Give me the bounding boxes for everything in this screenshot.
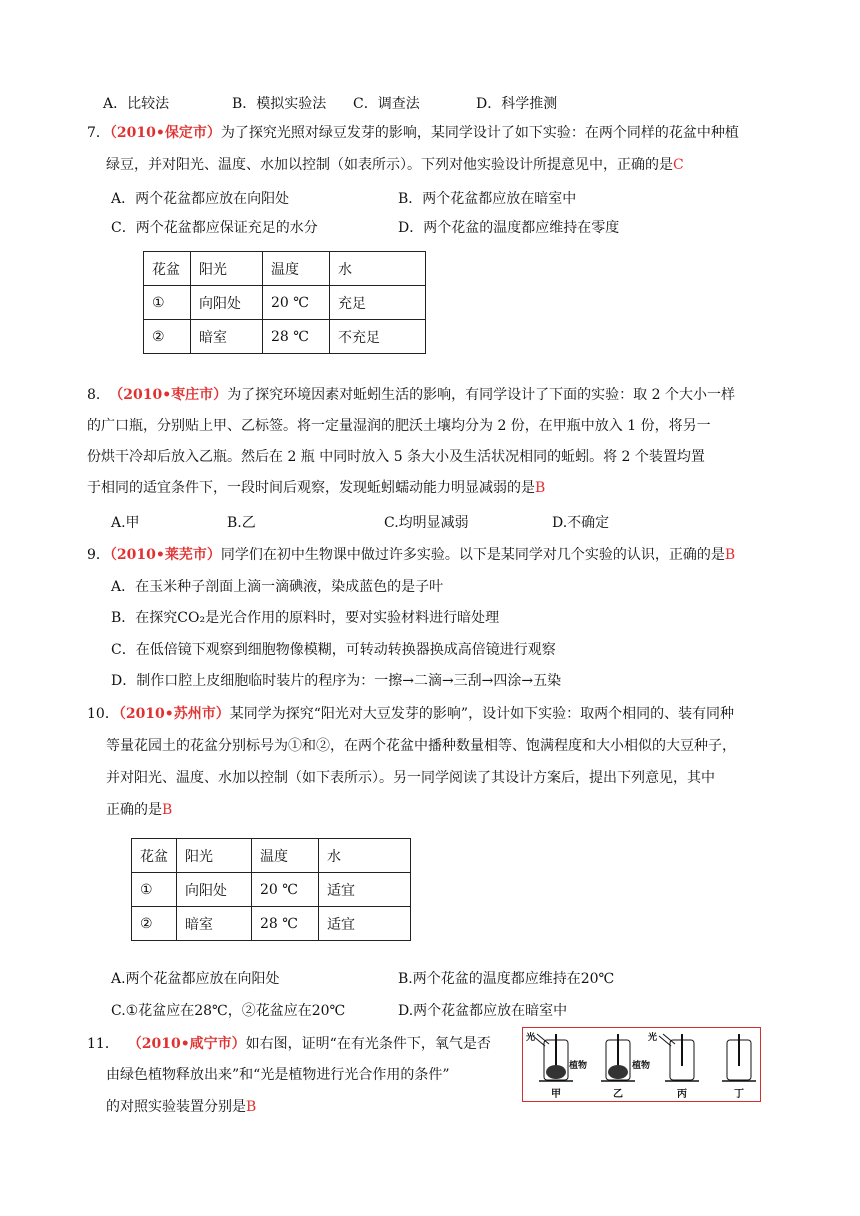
table-row	[132, 839, 411, 873]
setup-ding	[722, 1034, 756, 1081]
q8-option-c: C.均明显减弱	[384, 515, 469, 531]
q8-option-b: B.乙	[227, 515, 256, 531]
q8-number: 8.	[87, 387, 101, 403]
q9-stem-text: 同学们在初中生物课中做过许多实验。以下是某同学对几个实验的认识，正确的是	[220, 547, 725, 563]
table-cell: 暗室	[177, 907, 252, 941]
q8-stem-line3: 份烘干冷却后放入乙瓶。然后在 2 瓶 中同时放入 5 条大小及生活状况相同的蚯蚓。将 2 个装置均置	[87, 449, 705, 465]
table-cell: ②	[132, 907, 177, 941]
q9-option-c: C．在低倍镜下观察到细胞物像模糊，可转动转换器换成高倍镜进行观察	[111, 642, 556, 658]
plant-label: 植物	[632, 1061, 651, 1071]
table-cell: 向阳处	[177, 873, 252, 907]
q7-stem-line2	[106, 155, 684, 175]
table-cell: 温度	[263, 252, 330, 286]
table-cell: ①	[132, 873, 177, 907]
setup-bing	[659, 1034, 699, 1081]
q9-source: （2010•莱芜市）	[109, 547, 221, 563]
q10-stem-line4	[106, 800, 172, 820]
q11-stem-line1	[87, 1034, 491, 1054]
q7-stem-text1: 为了探究光照对绿豆发芽的影响，某同学设计了如下实验：在两个同样的花盆中种植	[220, 125, 739, 141]
q9-option-a: A．在玉米种子剖面上滴一滴碘液，染成蓝色的是子叶	[111, 579, 444, 595]
q7-number: 7．	[87, 125, 110, 141]
q9-stem	[87, 545, 735, 565]
q7-option-b: B．两个花盆都应放在暗室中	[398, 191, 577, 207]
q6-option-c: C．调查法	[353, 96, 420, 112]
light-arrow	[537, 1034, 549, 1044]
table-cell: 20 ℃	[263, 286, 330, 320]
q8-stem-line1	[87, 385, 735, 405]
q7-option-d: D．两个花盆的温度都应维持在零度	[398, 220, 620, 236]
q7-stem-line1	[87, 123, 739, 143]
q11-stem-line2: 由绿色植物释放出来”和“光是植物进行光合作用的条件”	[106, 1067, 450, 1083]
q7-option-a: A．两个花盆都应放在向阳处	[111, 191, 290, 207]
q8-stem-line4	[87, 478, 545, 498]
q10-stem-line3: 并对阳光、温度、水加以控制（如下表所示）。另一同学阅读了其设计方案后，提出下列意见，其中	[106, 770, 715, 786]
table-cell: 暗室	[191, 320, 263, 354]
light-label: 光	[648, 1033, 658, 1043]
q9-answer: B	[724, 547, 736, 563]
table-cell: 28 ℃	[252, 907, 319, 941]
q8-stem-text4: 于相同的适宜条件下，一段时间后观察，发现蚯蚓蠕动能力明显减弱的是	[87, 480, 535, 496]
table-cell: 花盆	[132, 839, 177, 873]
q9-number: 9．	[87, 547, 110, 563]
plant-icon	[546, 1065, 566, 1079]
table-row	[132, 873, 411, 907]
table-row	[144, 320, 426, 354]
q11-stem-line3	[106, 1097, 256, 1117]
q11-source: （2010•咸宁市）	[127, 1036, 246, 1052]
q10-stem-text1: 某同学为探究“阳光对大豆发芽的影响”，设计如下实验：取两个相同的、装有同种	[229, 706, 735, 722]
q11-stem-text3: 的对照实验装置分别是	[106, 1099, 246, 1115]
q6-option-a: A．比较法	[103, 96, 170, 112]
table-row	[144, 286, 426, 320]
q10-source: （2010•苏州市）	[118, 706, 230, 722]
light-label: 光	[526, 1033, 536, 1043]
q6-option-d: D．科学推测	[476, 96, 558, 112]
q11-figure	[522, 1027, 761, 1102]
q10-stem-line2: 等量花园土的花盆分别标号为①和②，在两个花盆中播种数量相等、饱满程度和大小相似的大豆种子，	[106, 738, 736, 754]
q10-option-c: C.①花盆应在28℃，②花盆应在20℃	[111, 1003, 346, 1019]
q11-stem-text1: 如右图，证明“在有光条件下，氧气是否	[245, 1036, 491, 1052]
q8-option-a: A.甲	[111, 515, 140, 531]
table-row	[144, 252, 426, 286]
q6-option-b: B．模拟实验法	[232, 96, 327, 112]
light-arrow	[663, 1034, 675, 1044]
q8-answer: B	[535, 480, 546, 496]
table-cell: ②	[144, 320, 191, 354]
table-cell: 水	[330, 252, 426, 286]
setup-label-ding: 丁	[734, 1089, 744, 1100]
q10-option-b: B.两个花盆的温度都应维持在20℃	[398, 971, 615, 987]
q7-source: （2010•保定市）	[109, 125, 221, 141]
table-cell: 适宜	[319, 907, 411, 941]
q8-option-d: D.不确定	[552, 515, 610, 531]
table-cell: 花盆	[144, 252, 191, 286]
q10-option-d: D.两个花盆都应放在暗室中	[398, 1003, 568, 1019]
q9-option-b: B．在探究CO₂是光合作用的原料时，要对实验材料进行暗处理	[111, 610, 500, 626]
q11-number: 11．	[87, 1036, 119, 1052]
table-cell: 充足	[330, 286, 426, 320]
q10-table	[131, 838, 411, 941]
setup-label-yi: 乙	[613, 1089, 623, 1100]
q10-stem-line1	[87, 704, 734, 724]
q7-stem-text2: 绿豆，并对阳光、温度、水加以控制（如表所示）。下列对他实验设计所提意见中，正确的是	[106, 157, 673, 173]
q11-answer: B	[246, 1099, 257, 1115]
setup-label-jia: 甲	[551, 1089, 561, 1100]
table-row	[132, 907, 411, 941]
light-arrow	[659, 1036, 671, 1046]
plant-label: 植物	[569, 1061, 588, 1071]
q10-number: 10．	[87, 706, 119, 722]
q7-option-c: C．两个花盆都应保证充足的水分	[111, 220, 318, 236]
setup-label-bing: 丙	[677, 1089, 687, 1100]
q10-option-a: A.两个花盆都应放在向阳处	[111, 971, 280, 987]
table-cell: 20 ℃	[252, 873, 319, 907]
table-cell: 阳光	[191, 252, 263, 286]
table-cell: ①	[144, 286, 191, 320]
q8-stem-line2: 的广口瓶，分别贴上甲、乙标签。将一定量湿润的肥沃土壤均分为 2 份，在甲瓶中放入 1 份，将另一	[87, 418, 711, 434]
table-cell: 温度	[252, 839, 319, 873]
q9-option-d: D．制作口腔上皮细胞临时装片的程序为：一擦→二滴→三刮→四涂→五染	[111, 673, 562, 689]
q10-answer: B	[162, 802, 173, 818]
setup-jia	[533, 1034, 573, 1081]
q10-stem-text4: 正确的是	[106, 802, 162, 818]
plant-icon	[608, 1065, 628, 1079]
table-cell: 适宜	[319, 873, 411, 907]
table-cell: 向阳处	[191, 286, 263, 320]
table-cell: 不充足	[330, 320, 426, 354]
q8-stem-text1: 为了探究环境因素对蚯蚓生活的影响，有同学设计了下面的实验：取 2 个大小一样	[227, 387, 735, 403]
table-cell: 阳光	[177, 839, 252, 873]
q7-answer: C	[673, 157, 684, 173]
setup-yi	[601, 1034, 635, 1081]
table-cell: 水	[319, 839, 411, 873]
q7-table	[143, 251, 426, 354]
q8-source: （2010•枣庄市）	[109, 387, 228, 403]
table-cell: 28 ℃	[263, 320, 330, 354]
